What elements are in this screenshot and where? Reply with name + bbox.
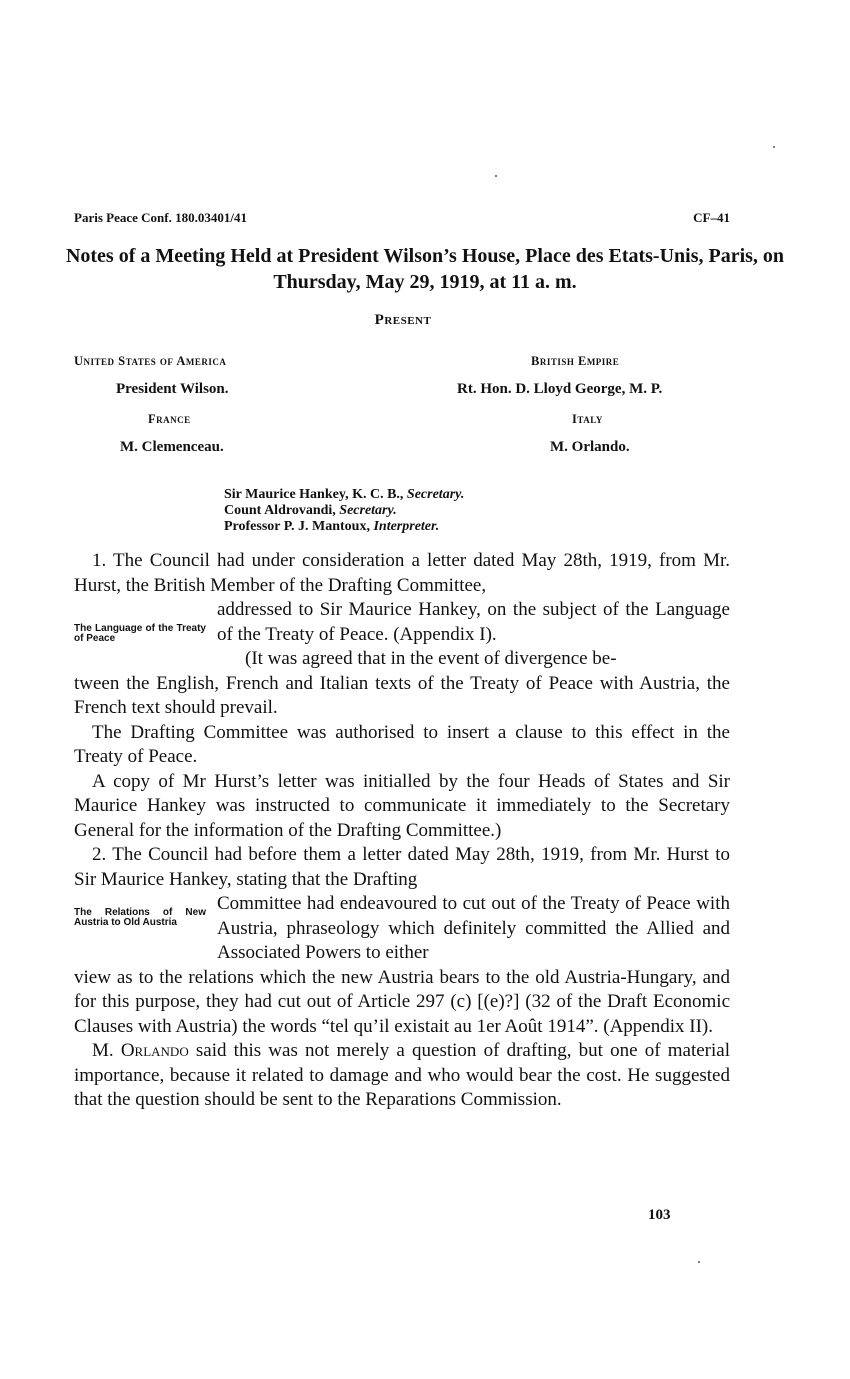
delegate-usa: President Wilson. [116, 381, 229, 397]
marginal-block [74, 598, 730, 672]
speck [698, 1261, 700, 1263]
speck [495, 175, 497, 177]
paragraph: tween the English, French and Italian texts of the Treaty of Peace with Austria, the French text should prevail. [74, 672, 730, 718]
speck [773, 146, 775, 148]
secretary-line: Professor P. J. Mantoux, Interpreter. [224, 519, 440, 534]
document-code: CF–41 [693, 210, 730, 225]
delegate-british-empire: Rt. Hon. D. Lloyd George, M. P. [457, 381, 663, 397]
page-number: 103 [648, 1207, 671, 1223]
document-reference: Paris Peace Conf. 180.03401/41 [74, 210, 247, 225]
secretary-line: Count Aldrovandi, Secretary. [224, 503, 397, 518]
page-title: Notes of a Meeting Held at President Wilson’s House, Place des Etats-Unis, Paris, on Thursday, May 29, 1919, at 11 a. m. [65, 245, 785, 293]
country-usa: United States of America [74, 354, 227, 368]
paragraph: addressed to Sir Maurice Hankey, on the subject of the Language of the Treaty of Peace. (Appendix I). [217, 599, 730, 645]
secretaries-list [224, 487, 464, 535]
marginal-note-language: The Language of the Treaty of Peace [74, 623, 206, 644]
paragraph: 2. The Council had before them a letter dated May 28th, 1919, from Mr. Hurst to Sir Maurice Hankey, stating that the Drafting [74, 844, 730, 890]
speaker-name: M. Orlando [92, 1040, 189, 1061]
country-france: France [148, 412, 191, 426]
paragraph: Committee had endeavoured to cut out of the Treaty of Peace with Austria, phraseology which definitely committed the Allied and Associated Powers to either [217, 893, 730, 963]
marginal-note-relations: The Relations of New Austria to Old Austria [74, 907, 206, 928]
delegate-italy: M. Orlando. [550, 439, 630, 455]
country-italy: Italy [572, 412, 603, 426]
paragraph: The Drafting Committee was authorised to insert a clause to this effect in the Treaty of Peace. [74, 721, 730, 767]
paragraph: A copy of Mr Hurst’s letter was initialled by the four Heads of States and Sir Maurice Hankey was instructed to communicate it immediately to the Secretary General for the information of the Drafting Committee.) [74, 770, 730, 841]
country-british-empire: British Empire [531, 354, 620, 368]
paragraph: view as to the relations which the new Austria bears to the old Austria-Hungary, and for this purpose, they had cut out of Article 297 (c) [(e)?] (32 of the Draft Economic Clauses with Austria) the words “tel qu’il existait au 1er Août 1914”. (Appendix II). [74, 966, 730, 1037]
marginal-block [74, 892, 730, 966]
paragraph: (It was agreed that in the event of divergence be- [245, 648, 617, 669]
present-heading: Present [374, 312, 432, 328]
delegate-france: M. Clemenceau. [120, 439, 224, 455]
paragraph: M. Orlando said this was not merely a question of drafting, but one of material importance, because it related to damage and who would bear the cost. He suggested that the question should be sent to the Reparations Commission. [74, 1040, 730, 1110]
secretary-line: Sir Maurice Hankey, K. C. B., Secretary. [224, 487, 465, 502]
paragraph: 1. The Council had under consideration a letter dated May 28th, 1919, from Mr. Hurst, the British Member of the Drafting Committee, [74, 550, 730, 596]
body-text [74, 549, 730, 1113]
